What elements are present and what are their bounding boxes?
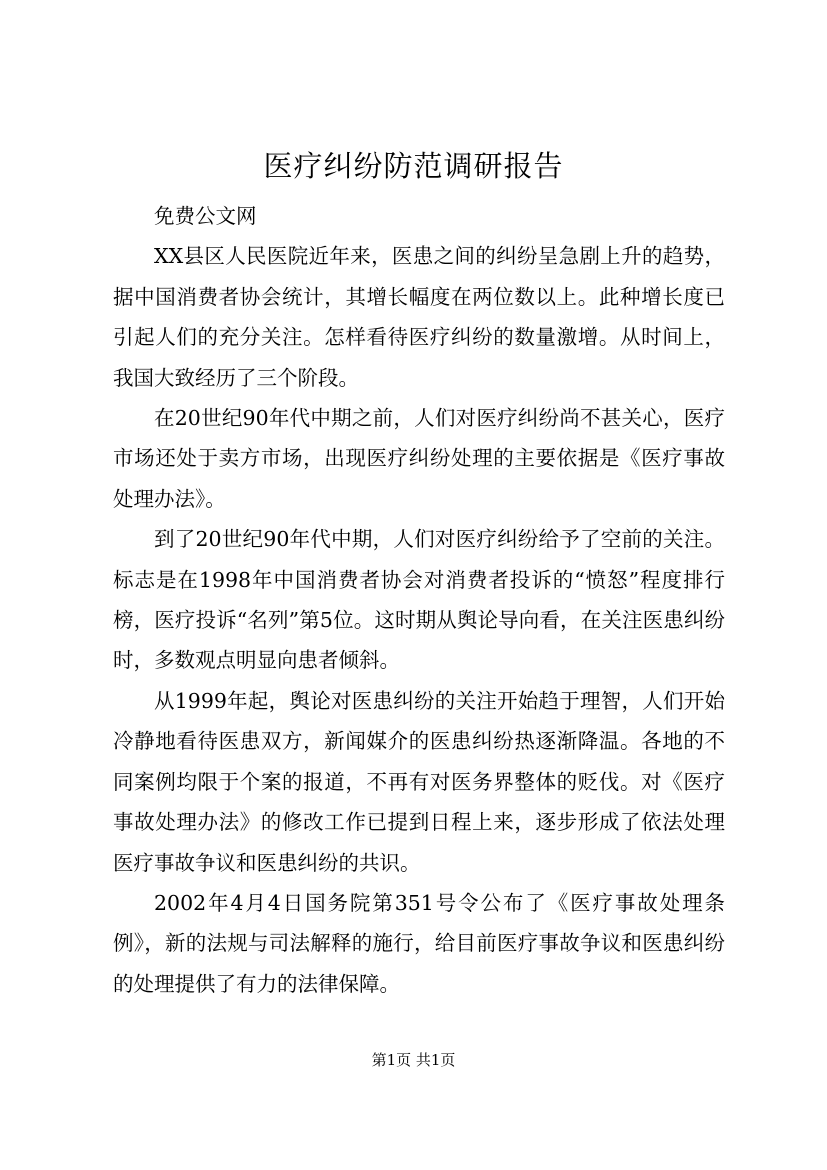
document-body <box>113 196 725 1004</box>
paragraph-4: 从1999年起，舆论对医患纠纷的关注开始趋于理智，人们开始冷静地看待医患双方，新闻媒介的医患纠纷热逐渐降温。各地的不同案例均限于个案的报道，不再有对医务界整体的贬伐。对《医疗事故处理办法》的修改工作已提到日程上来，逐步形成了依法处理医疗事故争议和医患纠纷的共识。 <box>113 688 725 875</box>
document-title: 医疗纠纷防范调研报告 <box>263 149 564 183</box>
page-footer: 第1页 共1页 <box>371 1051 456 1069</box>
paragraph-5: 2002年4月4日国务院第351号令公布了《医疗事故处理条例》，新的法规与司法解释的施行，给目前医疗事故争议和医患纠纷的处理提供了有力的法律保障。 <box>113 890 725 996</box>
paragraph-source: 免费公文网 <box>154 204 257 228</box>
paragraph-3: 到了20世纪90年代中期，人们对医疗纠纷给予了空前的关注。标志是在1998年中国消费者协会对消费者投诉的“愤怒”程度排行榜，医疗投诉“名列”第5位。这时期从舆论导向看，在关注医患纠纷时，多数观点明显向患者倾斜。 <box>113 527 725 673</box>
paragraph-1: XX县区人民医院近年来，医患之间的纠纷呈急剧上升的趋势，据中国消费者协会统计，其增长幅度在两位数以上。此种增长度已引起人们的充分关注。怎样看待医疗纠纷的数量激增。从时间上，我国大致经历了三个阶段。 <box>113 244 725 390</box>
paragraph-2: 在20世纪90年代中期之前，人们对医疗纠纷尚不甚关心，医疗市场还处于卖方市场，出现医疗纠纷处理的主要依据是《医疗事故处理办法》。 <box>113 406 725 511</box>
